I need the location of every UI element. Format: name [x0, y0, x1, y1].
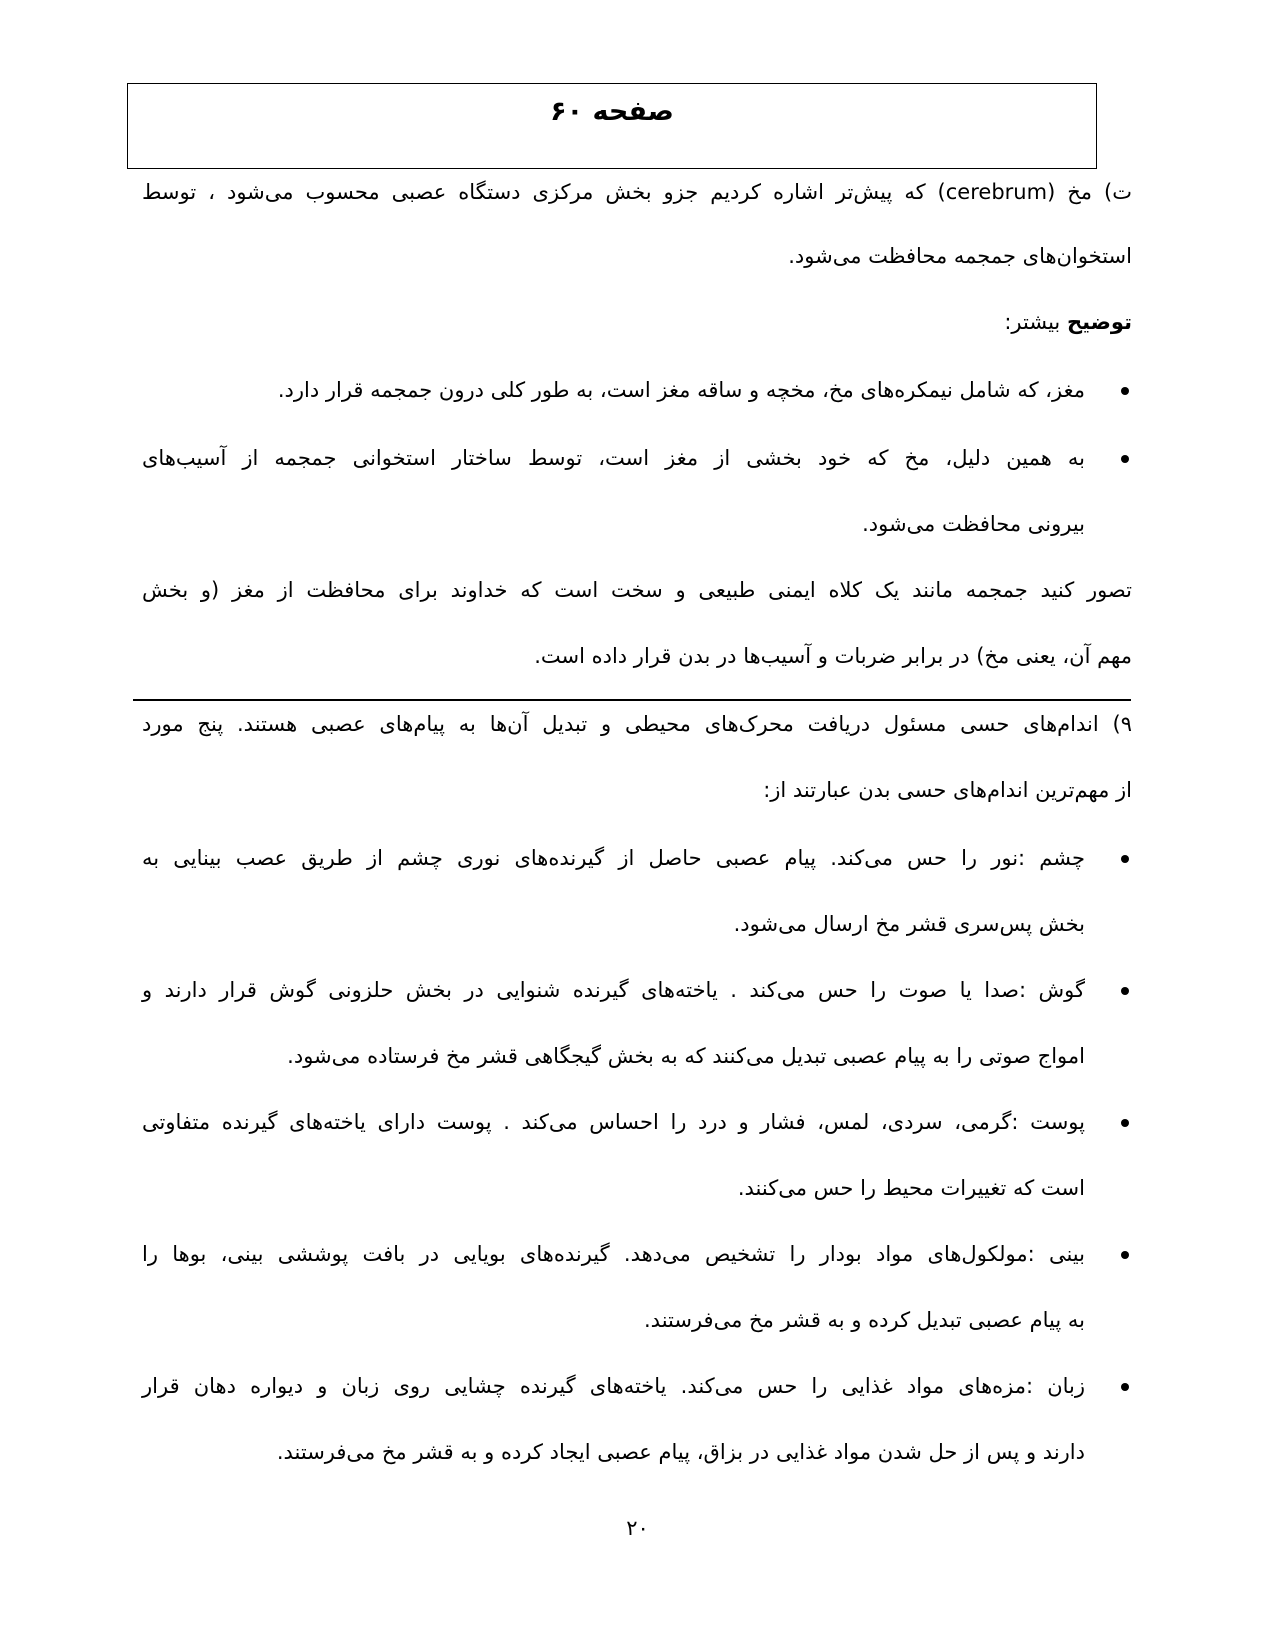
explanation-heading-rest: بیشتر: [1004, 310, 1067, 334]
section-t-line-1: ت) مخ (cerebrum) که پیش‌تر اشاره کردیم جزو بخش مرکزی دستگاه عصبی محسوب می‌شود ، توسط [142, 180, 1133, 204]
analogy-line-1: تصور کنید جمجمه مانند یک کلاه ایمنی طبیعی و سخت است که خداوند برای محافظت از مغز (و بخش [142, 578, 1132, 602]
section-t-line-2: استخوان‌های جمجمه محافظت می‌شود. [788, 244, 1132, 268]
organ-ear-line-2: امواج صوتی را به پیام عصبی تبدیل می‌کنند که به بخش گیجگاهی قشر مخ فرستاده می‌شود. [287, 1044, 1085, 1068]
organ-nose-line-2: به پیام عصبی تبدیل کرده و به قشر مخ می‌فرستند. [644, 1308, 1085, 1332]
organ-tongue-line-2: دارند و پس از حل شدن مواد غذایی در بزاق، پیام عصبی ایجاد کرده و به قشر مخ می‌فرستند. [276, 1440, 1085, 1464]
organ-eye-line-1: چشم :نور را حس می‌کند. پیام عصبی حاصل از گیرنده‌های نوری چشم از طریق عصب بینایی به [142, 846, 1085, 870]
explanation-bullet-1: مغز، که شامل نیمکره‌های مخ، مخچه و ساقه مغز است، به طور کلی درون جمجمه قرار دارد. [277, 378, 1085, 402]
bullet-icon [1121, 1383, 1129, 1391]
organ-skin-line-2: است که تغییرات محیط را حس می‌کنند. [737, 1176, 1085, 1200]
analogy-line-2: مهم آن، یعنی مخ) در برابر ضربات و آسیب‌ها در بدن قرار داده است. [534, 644, 1132, 668]
organ-eye-line-2: بخش پس‌سری قشر مخ ارسال می‌شود. [733, 912, 1085, 936]
organ-skin-line-1: پوست :گرمی، سردی، لمس، فشار و درد را احساس می‌کند . پوست دارای یاخته‌های گیرنده متفاوتی [142, 1110, 1085, 1134]
organ-nose-line-1: بینی :مولکول‌های مواد بودار را تشخیص می‌دهد. گیرنده‌های بویایی در بافت پوششی بینی، بوها را [142, 1242, 1085, 1266]
bullet-icon [1121, 1119, 1129, 1127]
explanation-bullet-2-line-2: بیرونی محافظت می‌شود. [862, 512, 1085, 536]
section-divider [133, 699, 1131, 701]
bullet-icon [1121, 387, 1129, 395]
section-9-intro-line-1: ۹) اندام‌های حسی مسئول دریافت محرک‌های محیطی و تبدیل آن‌ها به پیام‌های عصبی هستند. پنج مورد [142, 712, 1132, 736]
organ-ear-line-1: گوش :صدا یا صوت را حس می‌کند . یاخته‌های گیرنده شنوایی در بخش حلزونی گوش قرار دارند و [142, 978, 1085, 1002]
explanation-heading [1004, 306, 1132, 338]
organ-tongue-line-1: زبان :مزه‌های مواد غذایی را حس می‌کند. یاخته‌های گیرنده چشایی روی زبان و دیواره دهان قرار [142, 1374, 1085, 1398]
bullet-icon [1121, 1251, 1129, 1259]
page-title-box [127, 83, 1097, 169]
explanation-heading-bold: توضیح [1066, 310, 1132, 334]
section-9-intro-line-2: از مهم‌ترین اندام‌های حسی بدن عبارتند از: [763, 778, 1132, 802]
page-number: ۲۰ [626, 1516, 649, 1540]
bullet-icon [1121, 987, 1129, 995]
explanation-bullet-2-line-1: به همین دلیل، مخ که خود بخشی از مغز است، توسط ساختار استخوانی جمجمه از آسیب‌های [142, 446, 1085, 470]
bullet-icon [1121, 855, 1129, 863]
bullet-icon [1121, 455, 1129, 463]
page-title: صفحه ۶۰ [550, 96, 674, 127]
